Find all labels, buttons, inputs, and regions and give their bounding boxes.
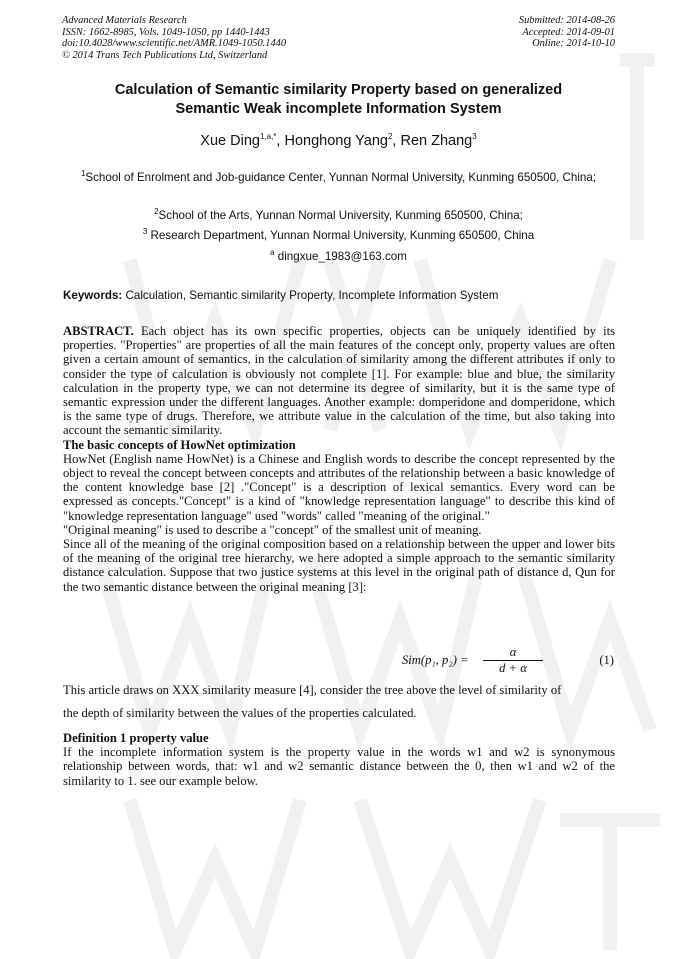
affiliation-text: Research Department, Yunnan Normal University, Kunming 650500, China	[147, 228, 535, 242]
title-line-2: Semantic Weak incomplete Information System	[175, 101, 502, 117]
definition-heading: Definition 1 property value	[63, 731, 209, 745]
author-sup: 1,a,*	[259, 132, 277, 141]
author-email	[75, 245, 602, 264]
keywords	[63, 289, 615, 302]
affiliation-2	[75, 204, 602, 223]
abstract-label: ABSTRACT.	[63, 324, 134, 338]
author-name: Honghong Yang	[284, 132, 388, 149]
email-sup: a	[270, 248, 275, 257]
email-text: dingxue_1983@163.com	[274, 249, 407, 263]
copyright-line: © 2014 Trans Tech Publications Ltd, Switzerland	[62, 49, 268, 61]
submitted-date: Submitted: 2014-08-26	[518, 15, 615, 26]
accepted-date: Accepted: 2014-09-01	[522, 26, 615, 38]
journal-name: Advanced Materials Research	[62, 15, 187, 26]
affiliation-3	[75, 224, 602, 243]
affiliation-sup: 2	[154, 207, 159, 216]
affiliation-sup: 3	[142, 227, 148, 236]
abstract	[63, 324, 615, 594]
issn-line: ISSN: 1662-8985, Vols. 1049-1050, pp 1440-1443	[62, 26, 270, 38]
keywords-text: Calculation, Semantic similarity Property, Incomplete Information System	[122, 289, 499, 302]
doi-line: doi:10.4028/www.scientific.net/AMR.1049-1050.1440	[62, 38, 287, 49]
paragraph: HowNet (English name HowNet) is a Chinese and English words to describe the concept represented by the object to reveal the concept between concepts and attributes of the relationship between a basic knowledge of the content knowledge base [2] ."Concept" is a description of lexical semantics. Every word can be expressed as concepts."Concept" is a kind of "knowledge representation language" to describe this kind of "knowledge representation language" used "words" called "meaning of the original."	[63, 451, 615, 523]
author-sup: 2	[387, 132, 393, 141]
affiliation-text: School of the Arts, Yunnan Normal University, Kunming 650500, China;	[158, 208, 523, 222]
after-formula-line-1: This article draws on XXX similarity measure [4], consider the tree above the level of similarity of	[63, 683, 562, 697]
definition-1	[63, 731, 615, 788]
affiliation-text: School of Enrolment and Job-guidance Center, Yunnan Normal University, Kunming 650500, China;	[85, 170, 597, 184]
paragraph: "Original meaning" is used to describe a "concept" of the smallest unit of meaning.	[63, 522, 482, 537]
title-line-1: Calculation of Semantic similarity Property based on generalized	[114, 82, 563, 98]
journal-info	[62, 15, 286, 61]
author-sup: 3	[472, 132, 477, 141]
author-list: Xue Ding$^{1,a,*}$, Honghong Yang$^2$, Ren Zhang$^3$	[200, 132, 477, 149]
keywords-label: Keywords:	[63, 289, 123, 302]
affiliation-1	[75, 166, 602, 185]
paragraph: Since all of the meaning of the original composition based on a relationship between the upper and lower bits of the meaning of the original tree hierarchy, we here adopted a simple approach to the semantic similarity distance calculation. Suppose that two justice systems at this level in the original path of distance d, Qun for the two semantic distance between the original meaning [3]:	[63, 537, 615, 594]
paper-title	[62, 81, 615, 119]
equation-fraction	[483, 645, 543, 676]
author-name: Ren Zhang	[400, 132, 473, 149]
after-formula-line-2: the depth of similarity between the values of the properties calculated.	[63, 706, 417, 720]
equation-numerator: α	[509, 645, 517, 659]
section-heading: The basic concepts of HowNet optimization	[63, 437, 296, 452]
equation-1	[402, 645, 614, 679]
equation-denominator: d + α	[499, 661, 527, 675]
author-name: Xue Ding	[200, 132, 260, 149]
abstract-text: Each object has its own specific properties, objects can be uniquely identified by its properties. "Properties" are properties of all the main features of the concept only, property values are often given a certain amount of semantics, in the calculation of similarity among the different attributes if only to consider the type of calculation is obviously not complete [1]. For example: blue and blue, the similarity calculation in the property type, we can not determine its degree of similarity, but it is the same type of semantic expression under the different languages. Another example: domperidone and domperidone, which is the same type of drugs. Therefore, we attribute value in the calculation of the time, but also taking into account the semantic similarity.	[63, 324, 615, 438]
definition-text: If the incomplete information system is the property value in the words w1 and w2 is synonymous relationship between words, that: w1 and w2 semantic distance between the 0, then w1 and w2 of the similarity to 1. see our example below.	[63, 745, 615, 788]
affiliation-sup: 1	[80, 169, 86, 178]
online-date: Online: 2014-10-10	[532, 38, 615, 49]
equation-lhs: Sim(p₁, p₂) =	[402, 653, 469, 667]
equation-number: (1)	[599, 653, 614, 667]
dates-info	[519, 15, 615, 50]
